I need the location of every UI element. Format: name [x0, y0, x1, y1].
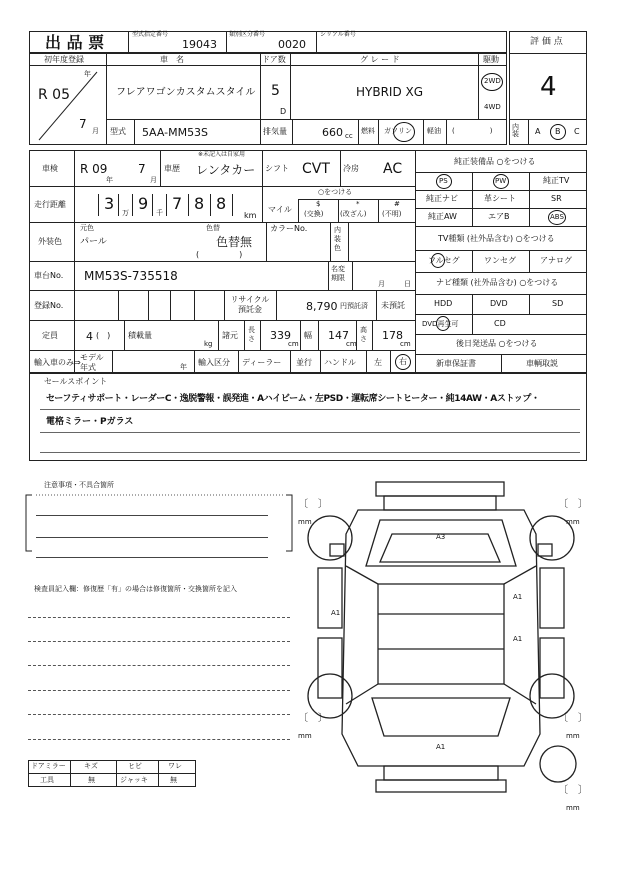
notes-title: 注意事項・不具合箇所: [44, 481, 114, 489]
drive-label: 駆動: [483, 55, 499, 64]
color-paren: ( ): [196, 250, 243, 259]
length: 339: [270, 329, 291, 342]
tv-title: TV種類 (社外品含む) ○をつける: [438, 234, 555, 243]
fuel-other: ( ): [452, 127, 493, 135]
color-label: 外装色: [38, 237, 62, 246]
car-body-diagram: [288, 474, 598, 814]
grade-name-label: グ レ ー ド: [360, 55, 400, 64]
mileage-opt3-symbol: #: [394, 200, 400, 208]
mileage-digit-4: 8: [194, 194, 205, 213]
inspection-month: 7: [138, 162, 146, 176]
mileage-label: 走行距離: [34, 200, 66, 209]
import-type-label: 輸入区分: [198, 358, 230, 367]
mileage-opt2: (改ざん): [340, 210, 367, 218]
fuel-diesel: 軽油: [427, 127, 441, 135]
import-parallel: 並行: [296, 358, 312, 367]
equip-leather: 革シート: [484, 194, 516, 203]
history-label: 車歴: [164, 164, 180, 173]
legend-jack-value: 無: [170, 776, 177, 784]
tire-bracket-fr: 〔 〕: [558, 499, 588, 510]
interior-c: C: [574, 127, 580, 136]
inspector-note: 検査員記入欄：修復歴「有」の場合は修復箇所・交換箇所を記入: [34, 585, 237, 593]
import-label: 輸入車のみ⇒: [34, 358, 81, 367]
mileage-opt3: (不明): [382, 210, 402, 218]
sales-label: セールスポイント: [44, 377, 108, 386]
tire-mm-fl: mm: [298, 518, 312, 526]
equip-pw: PW: [495, 177, 507, 185]
grade-value: 4: [540, 72, 557, 102]
displacement-unit: cc: [345, 132, 353, 140]
color-code-label: カラーNo.: [270, 224, 308, 233]
drive-4wd: 4WD: [484, 103, 501, 111]
load-label: 積載量: [128, 331, 152, 340]
handle-right: 右: [399, 357, 407, 366]
nav-hdd: HDD: [434, 299, 453, 308]
legend-tools: 工具: [40, 776, 54, 784]
mileage-opt1-symbol: $: [316, 200, 321, 208]
damage-mark-a1-rear: A1: [436, 743, 446, 751]
mileage-digit-5: 8: [216, 194, 227, 213]
title-change-label: 名変期限: [331, 265, 345, 282]
damage-mark-a1-right-rear: A1: [513, 635, 523, 643]
door-suffix: D: [280, 107, 287, 116]
inspection-year-suffix: 年: [106, 176, 113, 184]
mileage-opt2-symbol: *: [356, 200, 360, 208]
serial-number-label: シリアル番号: [320, 31, 356, 38]
handle-label: ハンドル: [324, 358, 356, 367]
tv-oneseg: ワンセグ: [484, 256, 516, 265]
mileage-digit-2: 9: [138, 194, 149, 213]
tire-mm-rl: mm: [298, 732, 312, 740]
mileage-unit: km: [244, 211, 257, 220]
width: 147: [328, 329, 349, 342]
sales-line-2: 電格ミラー・Pガラス: [46, 417, 134, 427]
type-number-label: 型式指定番号: [132, 31, 169, 38]
orig-color-label: 元色: [80, 224, 94, 232]
notes-bracket: [24, 487, 294, 559]
inspection-label: 車検: [42, 164, 58, 173]
car-name-label: 車 名: [160, 55, 184, 64]
recycle-amount: 8,790: [306, 300, 338, 313]
shift-label: シフト: [265, 164, 289, 173]
nav-cd: CD: [494, 319, 506, 328]
recycle-paid: 円預託済: [340, 302, 368, 310]
model-year-label: モデル年式: [80, 353, 104, 372]
interior-label: 内装: [512, 123, 519, 138]
first-reg-label: 初年度登録: [44, 55, 84, 64]
tire-mm-fr: mm: [566, 518, 580, 526]
form-title: 出 品 票: [45, 33, 105, 52]
title-day-suffix: 日: [404, 280, 411, 288]
handle-left: 左: [374, 358, 382, 367]
sales-line-1: セーフティサポート・レーダーC・逸脱警報・誤発進・Aハイビーム・左PSD・運転席シートヒーター・純14AW・Aストップ・: [46, 394, 540, 404]
air-conditioner: AC: [383, 161, 403, 177]
capacity-value: 4: [86, 330, 93, 343]
interior-color-label: 内装色: [334, 226, 341, 252]
grade-label: 評 価 点: [530, 37, 563, 47]
first-reg-era: R 05: [38, 87, 70, 103]
model-label: 型式: [110, 127, 126, 136]
legend-jack: ジャッキ: [120, 776, 148, 784]
doors-label: ドア数: [262, 55, 286, 64]
tire-bracket-fl: 〔 〕: [298, 499, 328, 510]
drive-2wd: 2WD: [484, 77, 501, 85]
genuine-equip-title: 純正装備品 ○をつける: [454, 157, 536, 166]
first-reg-month: 7: [79, 117, 87, 131]
history-note: ※未記入は自家用: [198, 151, 246, 158]
displacement: 660: [322, 126, 343, 139]
height-label: 高さ: [360, 326, 367, 343]
width-label: 幅: [304, 331, 312, 340]
width-unit: cm: [346, 340, 357, 348]
legend-tools-value: 無: [88, 776, 95, 784]
first-reg-year-suffix: 年: [84, 70, 91, 78]
recycle-label: リサイクル預託金: [230, 295, 270, 314]
import-dealer: ディーラー: [242, 358, 282, 367]
equip-sunroof: SR: [551, 194, 562, 203]
registration-label: 登録No.: [34, 301, 64, 310]
mileage-opt1: (交換): [304, 210, 324, 218]
first-reg-month-suffix: 月: [92, 127, 99, 135]
nav-sd: SD: [552, 299, 564, 308]
equip-abs: ABS: [550, 213, 564, 221]
mileage-digit-3: 7: [172, 194, 183, 213]
title-month-suffix: 月: [378, 280, 385, 288]
mile-label: マイル: [268, 205, 292, 214]
later-title: 後日発送品 ○をつける: [456, 339, 538, 348]
later-warranty: 新車保証書: [436, 359, 476, 368]
tv-fullseg: フルセグ: [428, 256, 460, 265]
height: 178: [382, 329, 403, 342]
car-name: フレアワゴンカスタムスタイル: [116, 87, 256, 98]
nav-dvd: DVD: [490, 299, 508, 308]
grade-name: HYBRID XG: [356, 85, 424, 99]
chassis-number: MM53S-735518: [84, 269, 178, 283]
fuel-gasoline: ガソリン: [384, 127, 412, 135]
damage-mark-a1-left: A1: [331, 609, 341, 617]
recycle-unpaid: 未預託: [381, 301, 405, 310]
nav-title: ナビ種類 (社外品含む) ○をつける: [436, 278, 559, 287]
tire-mm-spare: mm: [566, 804, 580, 812]
equip-ps: PS: [439, 177, 448, 185]
tv-analog: アナログ: [540, 256, 572, 265]
height-unit: cm: [400, 340, 411, 348]
damage-mark-a3: A3: [436, 533, 446, 541]
length-label: 長さ: [248, 326, 255, 343]
dimension-label: 諸元: [222, 331, 238, 340]
ac-label: 冷房: [343, 164, 359, 173]
repaint-status: 色替無: [216, 235, 253, 249]
mileage-digit-1: 3: [104, 194, 115, 213]
tire-mm-rr: mm: [566, 732, 580, 740]
later-manual: 車輌取説: [526, 359, 558, 368]
vehicle-history: レンタカー: [196, 163, 256, 177]
legend-scratch: キズ: [84, 762, 98, 770]
displacement-label: 排気量: [263, 127, 287, 136]
equip-genuine-tv: 純正TV: [543, 176, 570, 185]
damage-mark-a1-right-front: A1: [513, 593, 523, 601]
fuel-label: 燃料: [361, 127, 375, 135]
mileage-sen: 千: [156, 209, 163, 217]
inspection-era: R 09: [80, 162, 108, 176]
equip-genuine-aw: 純正AW: [428, 212, 457, 221]
mileage-man: 万: [122, 209, 129, 217]
capacity-paren: ( ): [96, 331, 111, 340]
legend-crack: ヒビ: [128, 762, 142, 770]
repaint-label: 色替: [206, 224, 220, 232]
legend-break: ワレ: [168, 762, 182, 770]
load-unit: kg: [204, 340, 213, 348]
mileage-circle-note: ○をつける: [318, 188, 353, 196]
tire-bracket-rl: 〔 〕: [298, 713, 328, 724]
capacity-label: 定員: [42, 331, 58, 340]
equip-genuine-nav: 純正ナビ: [426, 194, 458, 203]
transmission: CVT: [302, 161, 330, 177]
tire-bracket-rr: 〔 〕: [558, 713, 588, 724]
tire-bracket-spare: 〔 〕: [558, 785, 588, 796]
equip-airbag: エアB: [488, 212, 510, 221]
class-number-label: 類別区分番号: [229, 31, 266, 38]
type-number: 19043: [182, 38, 217, 51]
interior-a: A: [535, 127, 541, 136]
import-year-suffix: 年: [180, 363, 187, 371]
interior-b: B: [555, 127, 561, 136]
nav-dvd-play: DVD再生可: [422, 320, 459, 328]
model-code: 5AA-MM53S: [142, 126, 209, 139]
orig-color: パール: [80, 237, 107, 247]
legend-mirror: ドアミラー: [31, 762, 66, 770]
door-count: 5: [271, 83, 280, 99]
chassis-label: 車台No.: [34, 271, 64, 280]
inspection-month-suffix: 月: [150, 176, 157, 184]
class-number: 0020: [278, 38, 306, 51]
length-unit: cm: [288, 340, 299, 348]
